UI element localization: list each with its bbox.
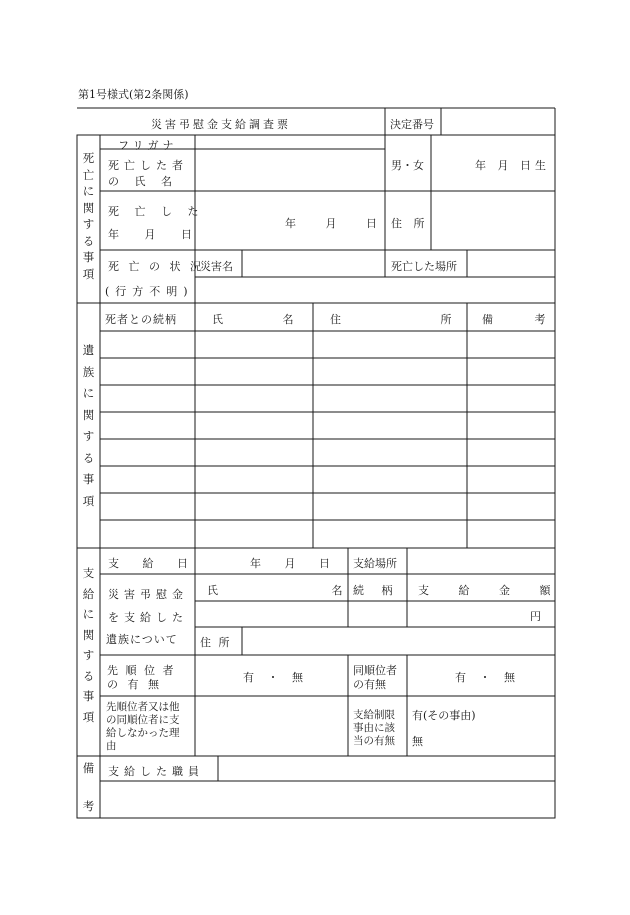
priority-label-1: 先 順 位 者 [107, 664, 174, 677]
death-circumstance-label-2: (行方不明) [105, 285, 194, 298]
death-place-field[interactable] [468, 251, 554, 276]
restriction-label-2: 事由に該 [353, 722, 395, 734]
same-priority-label-1: 同順位者 [353, 664, 397, 677]
payee-name-field[interactable] [196, 602, 347, 626]
staff-label: 支給した職員 [108, 765, 204, 778]
reason-label-4: 由 [106, 740, 117, 752]
circumstance-detail-field[interactable] [196, 278, 554, 302]
payee-relation-field[interactable] [349, 602, 406, 626]
decision-number-label: 決定番号 [390, 118, 434, 131]
payment-place-label: 支給場所 [353, 557, 397, 570]
payee-address-label: 住 所 [200, 636, 232, 649]
remarks-section-label: 備 考 [82, 761, 95, 813]
restriction-no[interactable]: 無 [412, 735, 423, 748]
same-priority-value[interactable]: 有 ・ 無 [455, 671, 515, 684]
deceased-name-label-1: 死亡した者 [108, 159, 188, 172]
payment-amount-label: 支 給 金 額 [418, 584, 551, 597]
priority-label-2: の 有 無 [107, 678, 159, 691]
bereaved-header-relation: 死者との続柄 [105, 313, 177, 326]
death-date-label-1: 死 亡 し た [108, 205, 205, 218]
staff-field[interactable] [219, 757, 554, 780]
death-place-label: 死亡した場所 [391, 260, 457, 273]
death-circumstance-label-1: 死 亡 の 状 況 [108, 260, 204, 273]
bereaved-payee-label-3: 遺族について [106, 633, 178, 646]
furigana-label: フリガナ [118, 139, 178, 152]
bereaved-section-label: 遺 族 に 関 す る 事 項 [82, 343, 95, 508]
payment-amount-field[interactable] [408, 602, 528, 626]
birthdate-label: 年 月 日生 [475, 159, 550, 172]
bereaved-header-name: 氏 名 [212, 313, 294, 326]
bereaved-header-address: 住 所 [330, 313, 452, 326]
bereaved-payee-label-1: 災害弔慰金 [108, 588, 188, 601]
deceased-address-label: 住 所 [391, 217, 429, 230]
deceased-section-label: 死 亡 に 関 す る 事 項 [82, 151, 95, 281]
form-id: 第1号様式(第2条関係) [78, 88, 189, 101]
reason-label-3: 給しなかった理 [106, 727, 180, 739]
reason-label-1: 先順位者又は他 [106, 701, 180, 713]
death-date-label-2: 年 月 日 [108, 228, 203, 241]
payment-date-value[interactable]: 年 月 日 [250, 557, 340, 570]
bereaved-payee-label-2: を支給した [108, 611, 188, 624]
restriction-label-3: 当の有無 [353, 735, 395, 747]
payee-name-label: 氏 名 [207, 584, 343, 597]
restriction-label-1: 支給制限 [353, 709, 395, 721]
disaster-name-label: 災害名 [200, 260, 233, 273]
same-priority-label-2: の有無 [353, 678, 386, 691]
deceased-address-field[interactable] [432, 192, 554, 249]
form-title: 災害弔慰金支給調査票 [151, 118, 291, 131]
furigana-field[interactable] [196, 136, 384, 148]
payment-place-field[interactable] [408, 549, 554, 573]
disaster-name-field[interactable] [243, 251, 384, 276]
priority-value[interactable]: 有 ・ 無 [243, 671, 303, 684]
deceased-name-label-2: の 氏 名 [108, 175, 178, 188]
remarks-field[interactable] [101, 782, 554, 817]
payment-section-label: 支 給 に 関 す る 事 項 [82, 566, 95, 724]
reason-field[interactable] [196, 697, 347, 755]
reason-label-2: の同順位者に支 [106, 714, 180, 726]
bereaved-header-remarks: 備 考 [482, 313, 546, 326]
payee-relation-label: 続 柄 [353, 584, 393, 597]
gender-label[interactable]: 男・女 [391, 159, 424, 172]
amount-unit: 円 [530, 610, 541, 623]
deceased-name-field[interactable] [196, 150, 384, 190]
death-date-value[interactable]: 年 月 日 [285, 217, 390, 230]
payment-date-label: 支 給 日 [108, 557, 198, 570]
payee-address-field[interactable] [243, 628, 554, 654]
decision-number-field[interactable] [442, 109, 554, 134]
restriction-yes[interactable]: 有(その事由) [412, 709, 476, 722]
